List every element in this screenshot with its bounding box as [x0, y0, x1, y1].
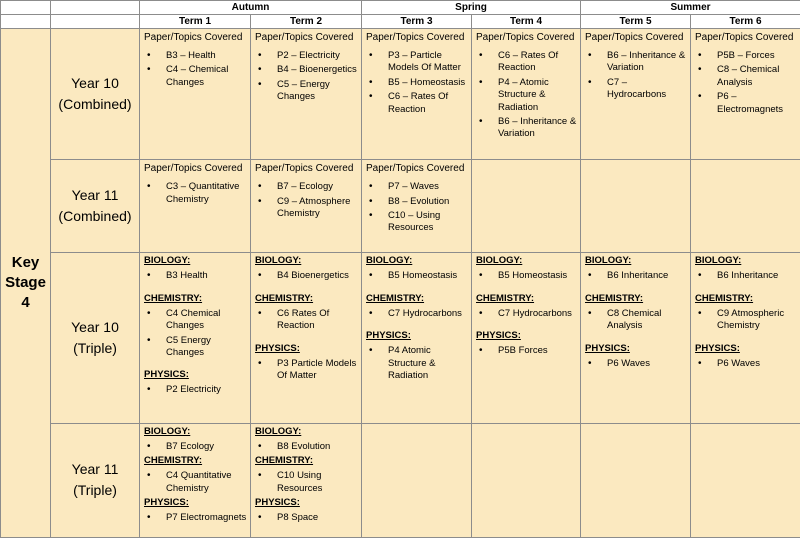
term-cell — [251, 253, 362, 423]
corner-cell — [51, 15, 140, 29]
term-content — [472, 160, 580, 162]
topic-list — [366, 270, 468, 282]
list-item: • P8 Space — [255, 512, 358, 524]
list-item: • P3 – Particle Models Of Matter — [366, 50, 468, 75]
list-item: • C7 Hydrocarbons — [366, 308, 468, 320]
topics-caption: Paper/Topics Covered — [144, 163, 243, 175]
topic-list — [255, 441, 358, 453]
term-cell — [472, 29, 581, 160]
term-content — [140, 29, 250, 89]
topic-list — [255, 181, 358, 220]
key-stage-label: Key Stage 4 — [1, 29, 51, 538]
corner-cell — [51, 1, 140, 15]
subject-heading: CHEMISTRY: — [476, 292, 535, 304]
topic-list — [144, 181, 247, 206]
term-cell — [691, 423, 800, 537]
list-item: • C4 – Chemical Changes — [144, 64, 247, 89]
topic-list — [476, 50, 577, 141]
list-item: • B6 – Inheritance & Variation — [585, 50, 687, 75]
term-content — [362, 29, 471, 116]
term-header: Term 3 — [362, 15, 472, 29]
topics-caption: Paper/Topics Covered — [144, 32, 243, 44]
table-row — [1, 253, 800, 423]
term-header: Term 2 — [251, 15, 362, 29]
topic-list — [144, 512, 247, 524]
topic-list — [585, 50, 687, 102]
topic-list — [255, 470, 358, 495]
topic-list — [366, 181, 468, 235]
term-content — [362, 160, 471, 235]
term-cell — [691, 29, 800, 160]
topic-list — [144, 270, 247, 282]
list-item: • B5 Homeostasis — [366, 270, 468, 282]
term-content — [140, 160, 250, 206]
year-label: Year 11 (Combined) — [51, 160, 140, 253]
list-item: • C4 Quantitative Chemistry — [144, 470, 247, 495]
list-item: • C7 Hydrocarbons — [476, 308, 577, 320]
table-row — [1, 160, 800, 253]
term-content — [691, 253, 800, 370]
list-item: • P4 – Atomic Structure & Radiation — [476, 77, 577, 114]
subject-heading: PHYSICS: — [695, 342, 740, 354]
term-content — [472, 29, 580, 141]
term-content — [691, 160, 800, 162]
season-autumn: Autumn — [140, 1, 362, 15]
term-cell — [140, 29, 251, 160]
topics-caption: Paper/Topics Covered — [366, 32, 465, 44]
subject-heading: BIOLOGY: — [695, 255, 742, 267]
list-item: • P7 – Waves — [366, 181, 468, 193]
term-cell — [472, 160, 581, 253]
list-item: • C6 Rates Of Reaction — [255, 308, 358, 333]
list-item: • C10 – Using Resources — [366, 210, 468, 235]
list-item: • P2 – Electricity — [255, 50, 358, 62]
subject-heading: PHYSICS: — [585, 342, 630, 354]
topic-list — [476, 308, 577, 320]
list-item: • C10 Using Resources — [255, 470, 358, 495]
list-item: • C6 – Rates Of Reaction — [366, 91, 468, 116]
list-item: • C9 – Atmosphere Chemistry — [255, 196, 358, 221]
list-item: • P2 Electricity — [144, 384, 247, 396]
year-label: Year 10 (Combined) — [51, 29, 140, 160]
subject-heading: BIOLOGY: — [144, 425, 191, 437]
list-item: • P5B – Forces — [695, 50, 797, 62]
term-content — [251, 424, 361, 525]
topic-list — [255, 270, 358, 282]
list-item: • B3 – Health — [144, 50, 247, 62]
list-item: • P7 Electromagnets — [144, 512, 247, 524]
term-header: Term 4 — [472, 15, 581, 29]
subject-heading: CHEMISTRY: — [366, 292, 425, 304]
term-cell — [251, 423, 362, 537]
list-item: • B8 – Evolution — [366, 196, 468, 208]
topic-list — [144, 308, 247, 360]
table-row — [1, 29, 800, 160]
year-label: Year 10 (Triple) — [51, 253, 140, 423]
term-cell — [362, 160, 472, 253]
term-cell — [581, 253, 691, 423]
subject-heading: BIOLOGY: — [366, 255, 413, 267]
topic-list — [476, 345, 577, 357]
term-content — [140, 253, 250, 396]
list-item: • C6 – Rates Of Reaction — [476, 50, 577, 75]
subject-heading: BIOLOGY: — [585, 255, 632, 267]
term-cell — [581, 29, 691, 160]
topic-list — [366, 50, 468, 116]
term-content — [251, 253, 361, 382]
topic-list — [585, 308, 687, 333]
list-item: • B7 – Ecology — [255, 181, 358, 193]
list-item: • P4 Atomic Structure & Radiation — [366, 345, 468, 382]
subject-heading: BIOLOGY: — [476, 255, 523, 267]
term-content — [251, 29, 361, 104]
topic-list — [144, 441, 247, 453]
subject-heading: CHEMISTRY: — [695, 292, 754, 304]
term-content — [691, 29, 800, 116]
season-summer: Summer — [581, 1, 800, 15]
subject-heading: BIOLOGY: — [255, 255, 302, 267]
corner-cell — [1, 1, 51, 15]
term-cell — [691, 253, 800, 423]
term-content — [472, 424, 580, 426]
topic-list — [366, 345, 468, 382]
term-content — [581, 424, 690, 426]
term-cell — [251, 160, 362, 253]
list-item: • C7 – Hydrocarbons — [585, 77, 687, 102]
topic-list — [585, 358, 687, 370]
term-cell — [251, 29, 362, 160]
topics-caption: Paper/Topics Covered — [255, 32, 354, 44]
topics-caption: Paper/Topics Covered — [366, 163, 465, 175]
term-content — [362, 424, 471, 426]
term-content — [251, 160, 361, 220]
topics-caption: Paper/Topics Covered — [695, 32, 794, 44]
term-header-row — [1, 15, 800, 29]
topic-list — [255, 308, 358, 333]
topic-list — [695, 50, 797, 116]
term-cell — [362, 29, 472, 160]
subject-heading: PHYSICS: — [255, 342, 300, 354]
list-item: • B6 – Inheritance & Variation — [476, 116, 577, 141]
list-item: • B5 – Homeostasis — [366, 77, 468, 89]
topic-list — [366, 308, 468, 320]
year-label: Year 11 (Triple) — [51, 423, 140, 537]
list-item: • B3 Health — [144, 270, 247, 282]
subject-heading: PHYSICS: — [144, 369, 189, 381]
subject-heading: CHEMISTRY: — [144, 455, 203, 467]
topic-list — [585, 270, 687, 282]
list-item: • B8 Evolution — [255, 441, 358, 453]
term-cell — [581, 160, 691, 253]
subject-heading: BIOLOGY: — [144, 255, 191, 267]
term-cell — [140, 160, 251, 253]
subject-heading: PHYSICS: — [366, 330, 411, 342]
term-header: Term 5 — [581, 15, 691, 29]
subject-heading: CHEMISTRY: — [585, 292, 644, 304]
corner-cell — [1, 15, 51, 29]
list-item: • B4 – Bioenergetics — [255, 64, 358, 76]
term-cell — [691, 160, 800, 253]
topic-list — [144, 384, 247, 396]
topic-list — [144, 470, 247, 495]
subject-heading: PHYSICS: — [476, 330, 521, 342]
term-content — [691, 424, 800, 426]
table-row — [1, 423, 800, 537]
list-item: • C3 – Quantitative Chemistry — [144, 181, 247, 206]
term-cell — [472, 253, 581, 423]
list-item: • C9 Atmospheric Chemistry — [695, 308, 797, 333]
term-cell — [362, 253, 472, 423]
subject-heading: BIOLOGY: — [255, 425, 302, 437]
topic-list — [695, 270, 797, 282]
list-item: • C5 – Energy Changes — [255, 79, 358, 104]
season-header-row — [1, 1, 800, 15]
list-item: • C4 Chemical Changes — [144, 308, 247, 333]
list-item: • P6 Waves — [585, 358, 687, 370]
season-spring: Spring — [362, 1, 581, 15]
topic-list — [255, 50, 358, 104]
list-item: • B7 Ecology — [144, 441, 247, 453]
term-content — [581, 29, 690, 102]
subject-heading: CHEMISTRY: — [255, 292, 314, 304]
subject-heading: CHEMISTRY: — [255, 455, 314, 467]
topics-caption: Paper/Topics Covered — [476, 32, 575, 44]
topic-list — [144, 50, 247, 89]
list-item: • P6 – Electromagnets — [695, 91, 797, 116]
term-content — [581, 160, 690, 162]
term-cell — [140, 253, 251, 423]
term-cell — [581, 423, 691, 537]
term-content — [362, 253, 471, 382]
term-cell — [362, 423, 472, 537]
list-item: • B5 Homeostasis — [476, 270, 577, 282]
term-cell — [140, 423, 251, 537]
list-item: • B6 Inheritance — [695, 270, 797, 282]
term-content — [581, 253, 690, 370]
subject-heading: PHYSICS: — [255, 496, 300, 508]
list-item: • C8 Chemical Analysis — [585, 308, 687, 333]
topic-list — [255, 358, 358, 383]
term-header: Term 6 — [691, 15, 800, 29]
list-item: • P6 Waves — [695, 358, 797, 370]
list-item: • C8 – Chemical Analysis — [695, 64, 797, 89]
topics-caption: Paper/Topics Covered — [585, 32, 684, 44]
topic-list — [695, 358, 797, 370]
term-cell — [472, 423, 581, 537]
list-item: • C5 Energy Changes — [144, 335, 247, 360]
list-item: • B4 Bioenergetics — [255, 270, 358, 282]
subject-heading: CHEMISTRY: — [144, 292, 203, 304]
term-content — [140, 424, 250, 525]
list-item: • P5B Forces — [476, 345, 577, 357]
term-header: Term 1 — [140, 15, 251, 29]
topics-caption: Paper/Topics Covered — [255, 163, 354, 175]
term-content — [472, 253, 580, 357]
subject-heading: PHYSICS: — [144, 496, 189, 508]
topic-list — [476, 270, 577, 282]
list-item: • B6 Inheritance — [585, 270, 687, 282]
topic-list — [695, 308, 797, 333]
list-item: • P3 Particle Models Of Matter — [255, 358, 358, 383]
topic-list — [255, 512, 358, 524]
